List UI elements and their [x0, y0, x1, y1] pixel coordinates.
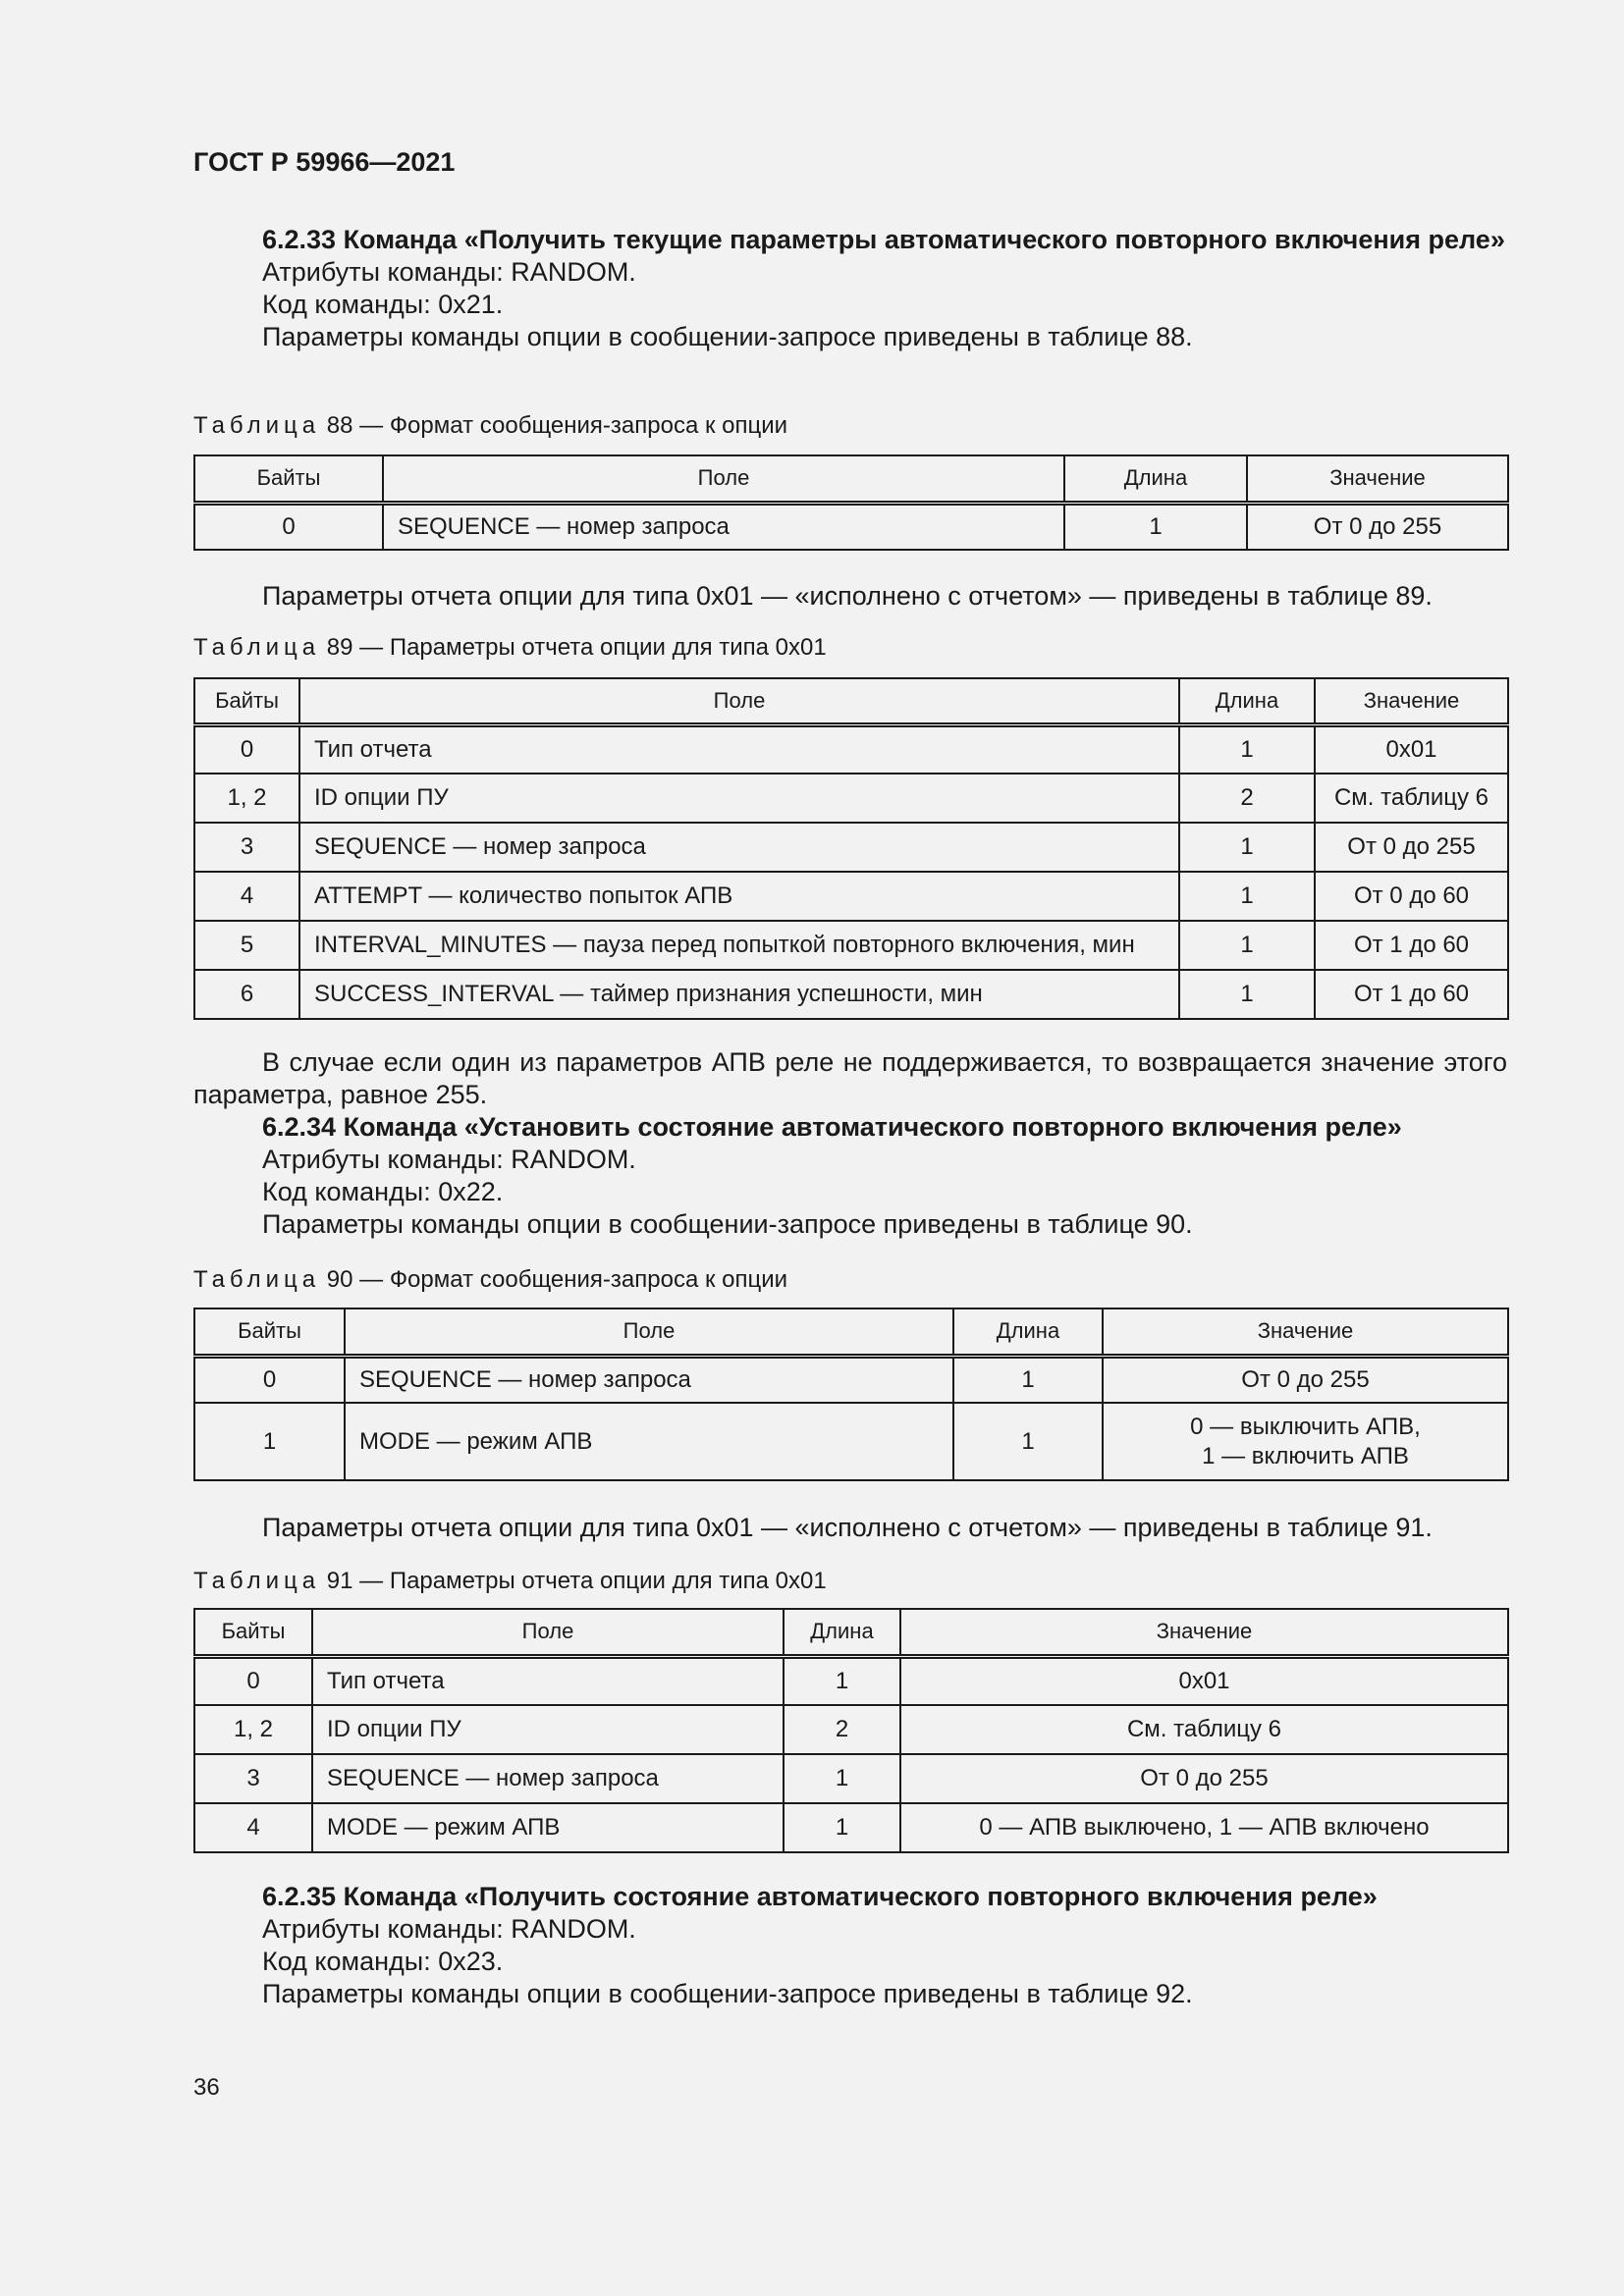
- header-cell: Длина: [1064, 455, 1247, 503]
- header-cell: Поле: [345, 1308, 953, 1356]
- cell-bytes: 5: [194, 921, 299, 970]
- caption-text: 91 — Параметры отчета опции для типа 0х01: [326, 1568, 827, 1594]
- section-title: 6.2.34 Команда «Установить состояние автоматического повторного включения реле»: [262, 1112, 1402, 1142]
- cell-bytes: 6: [194, 970, 299, 1019]
- cell-length: 1: [1064, 503, 1247, 550]
- table-row: [194, 1403, 1508, 1480]
- cell-value: 0х01: [900, 1656, 1508, 1705]
- cell-field: SEQUENCE — номер запроса: [312, 1754, 784, 1803]
- cell-value-line: 1 — включить АПВ: [1202, 1442, 1409, 1469]
- cell-field: Тип отчета: [312, 1656, 784, 1705]
- header-cell: Значение: [1103, 1308, 1508, 1356]
- cell-field: SUCCESS_INTERVAL — таймер признания успешности, мин: [299, 970, 1179, 1019]
- header-cell: Длина: [953, 1308, 1103, 1356]
- table-91: [193, 1608, 1509, 1853]
- cell-value: См. таблицу 6: [900, 1705, 1508, 1754]
- cell-value: От 0 до 60: [1315, 872, 1508, 921]
- paragraph-text: Параметры отчета опции для типа 0х01 — «исполнено с отчетом» — приведены в таблице 91.: [262, 1513, 1433, 1542]
- command-attributes: Атрибуты команды: RANDOM.: [262, 257, 636, 287]
- cell-field: SEQUENCE — номер запроса: [383, 503, 1064, 550]
- cell-bytes: 4: [194, 872, 299, 921]
- header-cell: Байты: [194, 455, 383, 503]
- table-88-caption: [193, 412, 787, 440]
- cell-field: ID опции ПУ: [312, 1705, 784, 1754]
- command-attributes: Атрибуты команды: RANDOM.: [262, 1914, 636, 1944]
- cell-field: ATTEMPT — количество попыток АПВ: [299, 872, 1179, 921]
- command-attributes: Атрибуты команды: RANDOM.: [262, 1145, 636, 1174]
- table-row: [194, 724, 1508, 774]
- table-row: [194, 823, 1508, 872]
- table-row: [194, 1705, 1508, 1754]
- cell-field: MODE — режим АПВ: [312, 1803, 784, 1852]
- cell-length: 1: [1179, 921, 1315, 970]
- cell-length: 1: [1179, 724, 1315, 774]
- cell-bytes: 4: [194, 1803, 312, 1852]
- cell-value: См. таблицу 6: [1315, 774, 1508, 823]
- section-6-2-35: [193, 1881, 1507, 2010]
- cell-length: 1: [784, 1754, 900, 1803]
- section-title: 6.2.35 Команда «Получить состояние автоматического повторного включения реле»: [262, 1882, 1378, 1911]
- cell-field: Тип отчета: [299, 724, 1179, 774]
- cell-field: SEQUENCE — номер запроса: [345, 1356, 953, 1403]
- header-cell: Поле: [312, 1609, 784, 1656]
- command-params-text: Параметры команды опции в сообщении-запросе приведены в таблице 92.: [262, 1979, 1193, 2008]
- cell-value: 0х01: [1315, 724, 1508, 774]
- table-row: [194, 1754, 1508, 1803]
- cell-field: INTERVAL_MINUTES — пауза перед попыткой повторного включения, мин: [299, 921, 1179, 970]
- header-cell: Байты: [194, 1609, 312, 1656]
- section-6-2-34: [193, 1046, 1507, 1241]
- command-code: Код команды: 0х22.: [262, 1177, 504, 1206]
- cell-value: От 0 до 255: [1247, 503, 1508, 550]
- cell-bytes: 0: [194, 1656, 312, 1705]
- cell-value: [1103, 1403, 1508, 1480]
- cell-value: От 1 до 60: [1315, 921, 1508, 970]
- cell-bytes: 1, 2: [194, 774, 299, 823]
- header-cell: Байты: [194, 678, 299, 724]
- table-row: [194, 970, 1508, 1019]
- section-title: 6.2.33 Команда «Получить текущие параметры автоматического повторного включения реле»: [262, 225, 1505, 254]
- command-code: Код команды: 0х21.: [262, 290, 504, 319]
- table-90: [193, 1308, 1509, 1481]
- caption-text: 89 — Параметры отчета опции для типа 0х01: [326, 634, 827, 661]
- cell-value: От 0 до 255: [1103, 1356, 1508, 1403]
- header-cell: Значение: [900, 1609, 1508, 1656]
- page-number: 36: [193, 2074, 220, 2101]
- table-row: [194, 921, 1508, 970]
- table-91-caption: [193, 1568, 827, 1595]
- table-row: [194, 503, 1508, 550]
- table-88: [193, 454, 1509, 551]
- table-header-row: [194, 1308, 1508, 1356]
- caption-text: 88 — Формат сообщения-запроса к опции: [326, 412, 788, 439]
- cell-bytes: 3: [194, 823, 299, 872]
- command-code: Код команды: 0х23.: [262, 1947, 504, 1976]
- paragraph-table-91-ref: [193, 1512, 1507, 1544]
- table-89: [193, 677, 1509, 1020]
- cell-length: 1: [953, 1403, 1103, 1480]
- caption-text: 90 — Формат сообщения-запроса к опции: [326, 1266, 788, 1293]
- cell-field: ID опции ПУ: [299, 774, 1179, 823]
- caption-label: Таблица: [193, 1266, 321, 1293]
- header-cell: Значение: [1315, 678, 1508, 724]
- section-6-2-33: [193, 224, 1507, 353]
- cell-value: От 0 до 255: [1315, 823, 1508, 872]
- cell-bytes: 0: [194, 724, 299, 774]
- table-row: [194, 872, 1508, 921]
- header-cell: Байты: [194, 1308, 345, 1356]
- table-90-caption: [193, 1266, 787, 1294]
- command-params-text: Параметры команды опции в сообщении-запросе приведены в таблице 90.: [262, 1209, 1193, 1239]
- cell-length: 1: [1179, 872, 1315, 921]
- table-row: [194, 1803, 1508, 1852]
- paragraph-unsupported: В случае если один из параметров АПВ реле не поддерживается, то возвращается значение этого параметра, равное 255.: [193, 1047, 1507, 1109]
- header-cell: Длина: [784, 1609, 900, 1656]
- table-header-row: [194, 678, 1508, 724]
- command-params-text: Параметры команды опции в сообщении-запросе приведены в таблице 88.: [262, 322, 1193, 351]
- table-row: [194, 1356, 1508, 1403]
- caption-label: Таблица: [193, 634, 321, 661]
- table-row: [194, 774, 1508, 823]
- cell-length: 1: [1179, 823, 1315, 872]
- cell-field: SEQUENCE — номер запроса: [299, 823, 1179, 872]
- cell-length: 1: [953, 1356, 1103, 1403]
- header-cell: Поле: [383, 455, 1064, 503]
- caption-label: Таблица: [193, 412, 321, 439]
- cell-bytes: 0: [194, 1356, 345, 1403]
- caption-label: Таблица: [193, 1568, 321, 1594]
- header-cell: Поле: [299, 678, 1179, 724]
- cell-bytes: 0: [194, 503, 383, 550]
- cell-value: От 0 до 255: [900, 1754, 1508, 1803]
- cell-field: MODE — режим АПВ: [345, 1403, 953, 1480]
- table-89-caption: [193, 634, 827, 662]
- cell-bytes: 3: [194, 1754, 312, 1803]
- cell-value: От 1 до 60: [1315, 970, 1508, 1019]
- paragraph-table-89-ref: [193, 580, 1507, 613]
- header-cell: Значение: [1247, 455, 1508, 503]
- table-row: [194, 1656, 1508, 1705]
- cell-length: 1: [784, 1803, 900, 1852]
- document-header: ГОСТ Р 59966—2021: [193, 147, 456, 177]
- paragraph-text: Параметры отчета опции для типа 0х01 — «исполнено с отчетом» — приведены в таблице 89.: [262, 581, 1433, 611]
- header-cell: Длина: [1179, 678, 1315, 724]
- cell-length: 2: [784, 1705, 900, 1754]
- table-header-row: [194, 1609, 1508, 1656]
- cell-bytes: 1: [194, 1403, 345, 1480]
- cell-length: 1: [1179, 970, 1315, 1019]
- cell-length: 2: [1179, 774, 1315, 823]
- cell-value-line: 0 — выключить АПВ,: [1190, 1413, 1421, 1440]
- cell-bytes: 1, 2: [194, 1705, 312, 1754]
- table-header-row: [194, 455, 1508, 503]
- cell-length: 1: [784, 1656, 900, 1705]
- cell-value: 0 — АПВ выключено, 1 — АПВ включено: [900, 1803, 1508, 1852]
